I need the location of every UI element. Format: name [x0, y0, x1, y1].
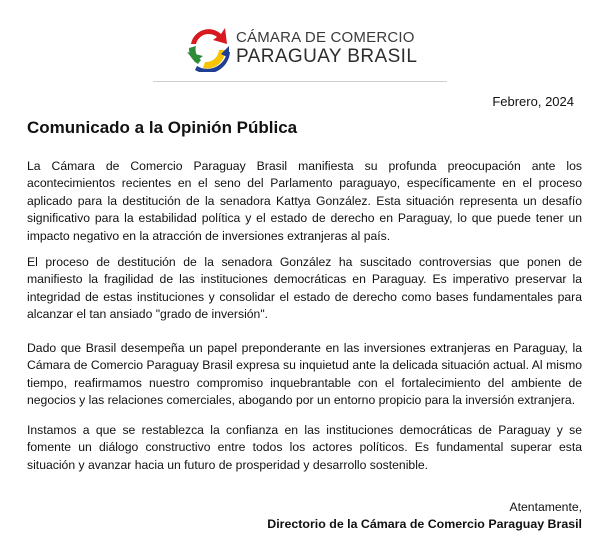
signature: Directorio de la Cámara de Comercio Paraguay Brasil	[267, 517, 582, 531]
paragraph-2: El proceso de destitución de la senadora González ha suscitado controversias que ponen de manifiesto la fragilidad de las instituciones democráticas en Paraguay. Es imperativo preservar la integridad de estas instituciones y consolidar el estado de derecho como bases fundamentales para alcanzar el tan ansiado "grado de inversión".	[27, 255, 582, 322]
closing-salutation: Atentamente,	[509, 500, 582, 514]
document-title: Comunicado a la Opinión Pública	[27, 118, 298, 137]
paragraph-1: La Cámara de Comercio Paraguay Brasil manifiesta su profunda preocupación ante los acontecimientos recientes en el seno del Parlamento paraguayo, específicamente en el proceso aplicado para la destitución de la senadora Kattya González. Esta situación representa un desafío significativo para la estabilidad política y el estado de derecho en Paraguay, lo que puede tener un impacto negativo en la atracción de inversiones extranjeras al país.	[27, 159, 582, 243]
paragraph-3: Dado que Brasil desempeña un papel preponderante en las inversiones extranjeras en Paraguay, la Cámara de Comercio Paraguay Brasil expresa su inquietud ante la delicada situación actual. Al mismo tiempo, reafirmamos nuestro compromiso inquebrantable con el fortalecimiento del ambiente de negocios y las relaciones comerciales, abogando por un entorno propicio para la inversión extranjera.	[27, 341, 582, 408]
paragraph-4: Instamos a que se restablezca la confianza en las instituciones democráticas de Paraguay y se fomente un diálogo constructivo entre todos los actores políticos. Es fundamental superar esta situación y avanzar hacia un futuro de prosperidad y desarrollo sostenible.	[27, 423, 582, 472]
brand-line-1: CÁMARA DE COMERCIO	[236, 29, 415, 46]
letterhead	[0, 0, 600, 82]
brand-line-2: PARAGUAY BRASIL	[236, 46, 418, 67]
camara-comercio-logo-icon	[183, 22, 231, 72]
document-date: Febrero, 2024	[492, 94, 574, 109]
header-divider	[153, 81, 447, 82]
brand-name	[236, 30, 417, 66]
